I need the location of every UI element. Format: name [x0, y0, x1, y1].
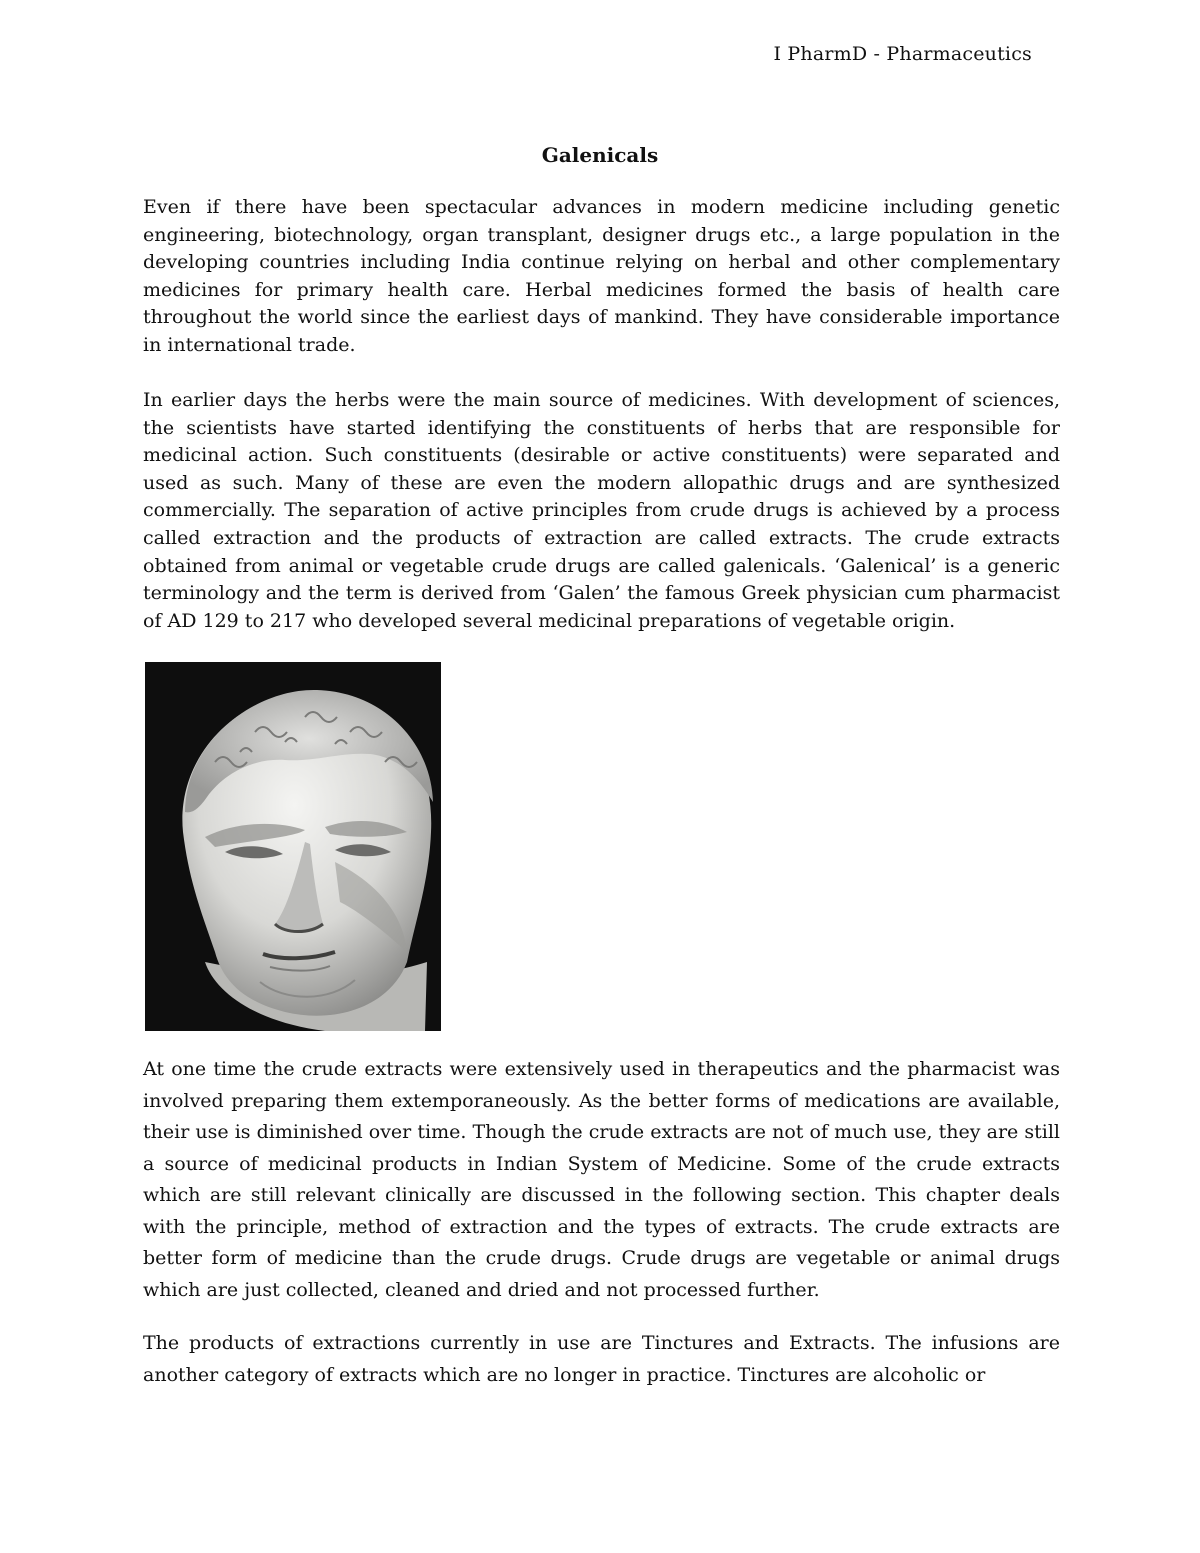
page-title: Galenicals: [541, 143, 659, 167]
paragraph-usage: At one time the crude extracts were extensively used in therapeutics and the pharmacist was involved preparing them extemporaneously. As the better forms of medications are available, their use is diminished over time. Though the crude extracts are not of much use, they are still a source of medicinal products in Indian System of Medicine. Some of the crude extracts which are still relevant clinically are discussed in the following section. This chapter deals with the principle, method of extraction and the types of extracts. The crude extracts are better form of medicine than the crude drugs. Crude drugs are vegetable or animal drugs which are just collected, cleaned and dried and not processed further.: [143, 1058, 1060, 1301]
running-header: I PharmD - Pharmaceutics: [773, 43, 1032, 65]
paragraph-products: The products of extractions currently in use are Tinctures and Extracts. The infusions are another category of extracts which are no longer in practice. Tinctures are alcoholic or: [143, 1332, 1060, 1386]
paragraph-history: In earlier days the herbs were the main source of medicines. With development of sciences, the scientists have started identifying the constituents of herbs that are responsible for medicinal action. Such constituents (desirable or active constituents) were separated and used as such. Many of these are even the modern allopathic drugs and are synthesized commercially. The separation of active principles from crude drugs is achieved by a process called extraction and the products of extraction are called extracts. The crude extracts obtained from animal or vegetable crude drugs are called galenicals. ‘Galenical’ is a generic terminology and the term is derived from ‘Galen’ the famous Greek physician cum pharmacist of AD 129 to 217 who developed several medicinal preparations of vegetable origin.: [143, 389, 1060, 632]
galen-bust-image: [145, 662, 441, 1031]
bust-portrait-icon: [145, 662, 441, 1031]
paragraph-intro: Even if there have been spectacular advances in modern medicine including genetic engineering, biotechnology, organ transplant, designer drugs etc., a large population in the developing countries including India continue relying on herbal and other complementary medicines for primary health care. Herbal medicines formed the basis of health care throughout the world since the earliest days of mankind. They have considerable importance in international trade.: [143, 196, 1060, 356]
